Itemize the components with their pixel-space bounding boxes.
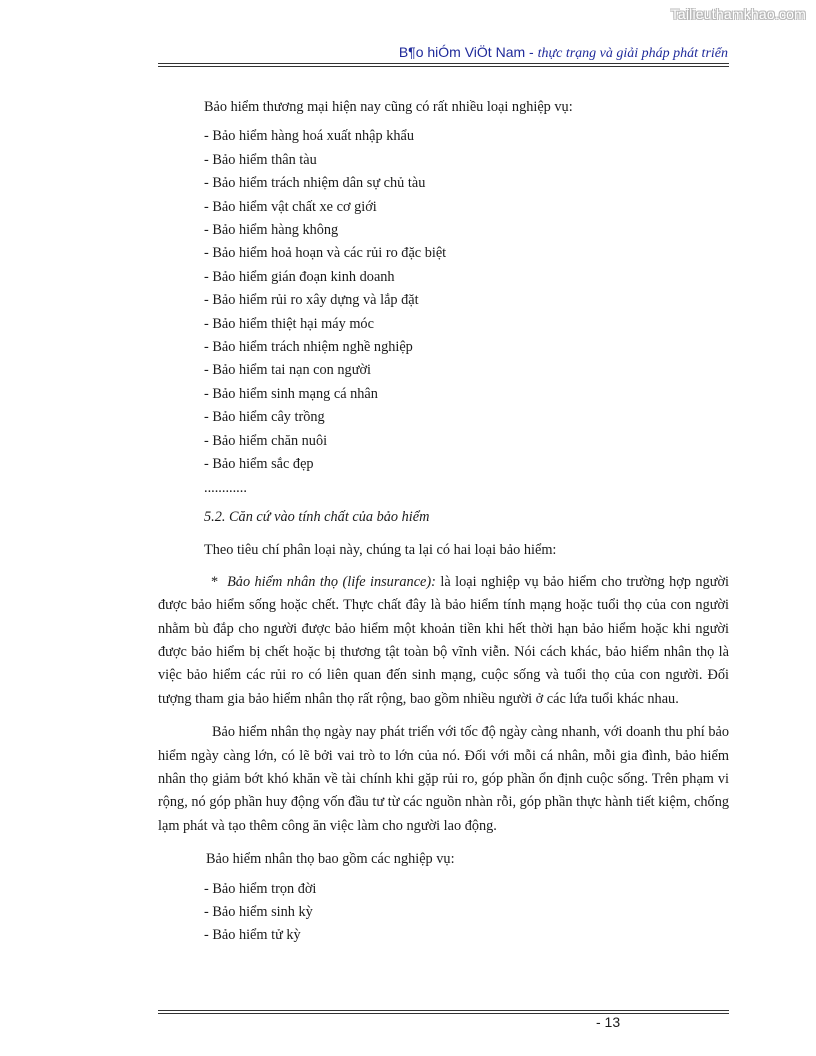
growth-paragraph	[158, 721, 729, 838]
list-item: - Bảo hiểm hàng không	[204, 222, 339, 239]
list-item: - Bảo hiểm thiệt hại máy móc	[204, 315, 374, 332]
list-item: - Bảo hiểm tử kỳ	[204, 927, 301, 944]
header-rule	[158, 63, 729, 67]
life-insurance-term: Bảo hiểm nhân thọ (life insurance):	[227, 573, 436, 590]
criteria-paragraph: Theo tiêu chí phân loại này, chúng ta lại có hai loại bảo hiểm:	[204, 542, 557, 559]
list-item: - Bảo hiểm sắc đẹp	[204, 456, 314, 473]
bullet-marker: *	[211, 573, 219, 590]
life-ops-intro: Bảo hiểm nhân thọ bao gồm các nghiệp vụ:	[206, 851, 455, 868]
section-heading: 5.2. Căn cứ vào tính chất của bảo hiểm	[204, 508, 430, 525]
page-body	[158, 96, 729, 948]
commercial-insurance-list	[158, 125, 729, 476]
list-item: - Bảo hiểm trách nhiệm nghề nghiệp	[204, 339, 413, 356]
life-insurance-types-list	[158, 878, 729, 948]
footer-rule	[158, 1010, 729, 1014]
list-item: - Bảo hiểm thân tàu	[204, 151, 317, 168]
list-item: - Bảo hiểm vật chất xe cơ giới	[204, 198, 377, 215]
list-item: - Bảo hiểm trọn đời	[204, 880, 317, 897]
list-item: - Bảo hiểm sinh mạng cá nhân	[204, 385, 378, 402]
list-item: - Bảo hiểm hoả hoạn và các rủi ro đặc biệt	[204, 245, 447, 262]
list-item: - Bảo hiểm tai nạn con người	[204, 362, 371, 379]
list-item: - Bảo hiểm trách nhiệm dân sự chủ tàu	[204, 175, 426, 192]
header-title: B¶o hiÓm ViÖt Nam -	[398, 44, 538, 60]
page-number: - 13	[596, 1014, 621, 1030]
list-item: - Bảo hiểm chăn nuôi	[204, 432, 328, 449]
list-item: - Bảo hiểm sinh kỳ	[204, 904, 313, 920]
list-item: - Bảo hiểm gián đoạn kinh doanh	[204, 268, 395, 285]
intro-paragraph: Bảo hiểm thương mại hiện nay cũng có rất nhiều loại nghiệp vụ:	[204, 99, 573, 115]
life-insurance-paragraph	[158, 571, 729, 711]
list-item: - Bảo hiểm rủi ro xây dựng và lắp đặt	[204, 292, 419, 309]
growth-text: Bảo hiểm nhân thọ ngày nay phát triển với tốc độ ngày càng nhanh, với doanh thu phí bảo hiểm ngày càng lớn, có lẽ bởi vai trò to lớn của nó. Đối với mỗi cá nhân, mỗi gia đình, bảo hiểm nhân thọ giảm bớt khó khăn về tài chính khi gặp rủi ro, góp phần ổn định cuộc sống. Trên phạm vi rộng, nó góp phần huy động vốn đầu tư từ các nguồn nhàn rỗi, góp phần thực hành tiết kiệm, chống lạm phát và tạo thêm công ăn việc làm cho người lao động.	[158, 724, 729, 834]
watermark: Tailieuthamkhao.com	[670, 6, 806, 22]
list-item: - Bảo hiểm cây trồng	[204, 409, 325, 426]
running-header	[399, 44, 728, 62]
header-subtitle: thực trạng và giải pháp phát triển	[537, 46, 728, 61]
list-item: - Bảo hiểm hàng hoá xuất nhập khẩu	[204, 128, 415, 145]
ellipsis-line: ............	[204, 479, 247, 496]
life-insurance-text: là loại nghiệp vụ bảo hiểm cho trường hợp người được bảo hiểm sống hoặc chết. Thực chất đây là bảo hiểm tính mạng hoặc tuổi thọ của con người nhằm bù đắp cho người được bảo hiểm một khoản tiền khi hết thời hạn bảo hiểm hoặc khi người được bảo hiểm bị chết hoặc bị thương tật toàn bộ vĩnh viễn. Nói cách khác, bảo hiểm nhân thọ là việc bảo hiểm các rủi ro có liên quan đến sinh mạng, cuộc sống và tuổi thọ của con người. Đối tượng tham gia bảo hiểm nhân thọ rất rộng, bao gồm nhiều người ở các lứa tuổi khác nhau.	[158, 573, 729, 707]
